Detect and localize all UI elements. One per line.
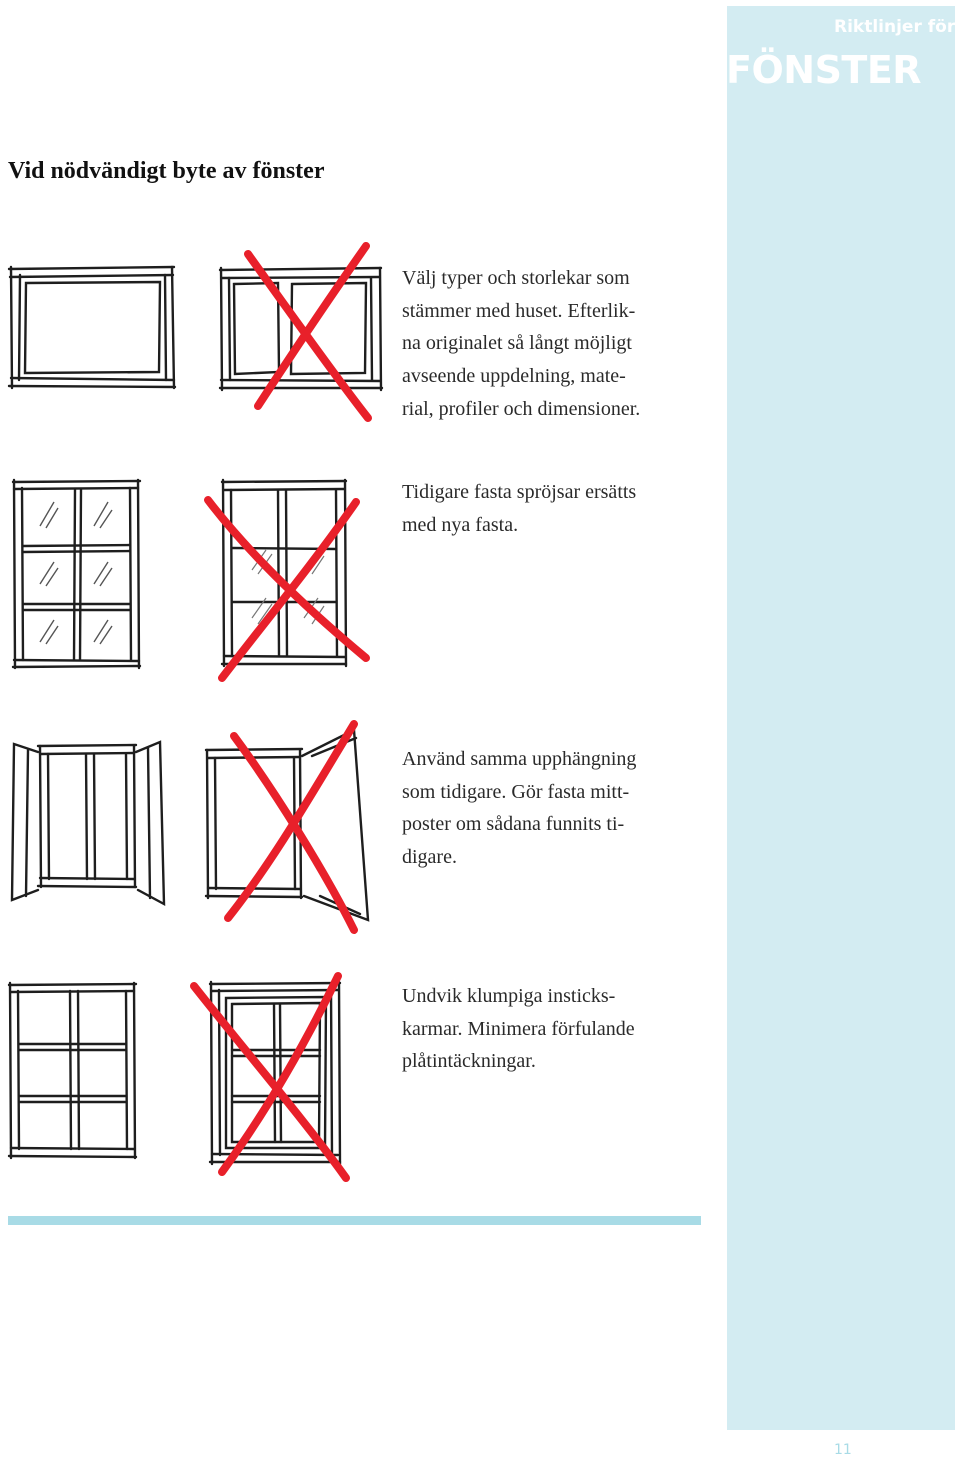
window-sketch-casement-mullion <box>8 740 166 910</box>
header-title: FÖNSTER <box>726 48 922 92</box>
guideline-text-4 <box>402 980 722 1078</box>
window-sketch-casement-no-mullion-crossed <box>204 720 380 938</box>
guideline-4-line-1: Undvik klumpiga insticks- <box>402 985 616 1007</box>
guideline-4-line-3: plåtintäckningar. <box>402 1050 536 1073</box>
page-title: Vid nödvändigt byte av fönster <box>8 158 325 184</box>
guideline-2-line-1: Tidigare fasta spröjsar ersätts <box>402 481 637 503</box>
header-kicker: Riktlinjer för <box>834 17 956 37</box>
window-sketch-split-pane-crossed <box>218 240 388 420</box>
guideline-text-1 <box>402 262 722 426</box>
guideline-1-line-5: rial, profiler och dimensioner. <box>402 397 641 420</box>
guideline-2-line-2: med nya fasta. <box>402 513 519 536</box>
window-sketch-insert-frame-crossed <box>186 972 366 1184</box>
guideline-3-line-1: Använd samma upphängning <box>402 748 637 770</box>
guideline-4-line-2: karmar. Minimera förfulande <box>402 1017 635 1040</box>
guideline-text-2 <box>402 476 722 541</box>
window-sketch-modern-bars-crossed <box>200 478 376 688</box>
guideline-text-3 <box>402 743 722 874</box>
window-sketch-six-light <box>12 480 142 670</box>
window-sketch-single-pane <box>8 266 176 392</box>
guideline-1-line-1: Välj typer och storlekar som <box>402 267 630 289</box>
guideline-1-line-4: avseende uppdelning, mate- <box>402 365 626 388</box>
page-number: 11 <box>834 1442 852 1458</box>
side-band <box>727 6 955 1430</box>
guideline-3-line-4: digare. <box>402 846 457 869</box>
guideline-3-line-2: som tidigare. Gör fasta mitt- <box>402 780 630 803</box>
guideline-3-line-3: poster om sådana funnits ti- <box>402 813 625 836</box>
window-sketch-original-frame <box>8 980 138 1166</box>
guideline-1-line-2: stämmer med huset. Efterlik- <box>402 299 636 322</box>
guideline-1-line-3: na originalet så långt möjligt <box>402 332 632 355</box>
section-divider <box>8 1216 701 1225</box>
